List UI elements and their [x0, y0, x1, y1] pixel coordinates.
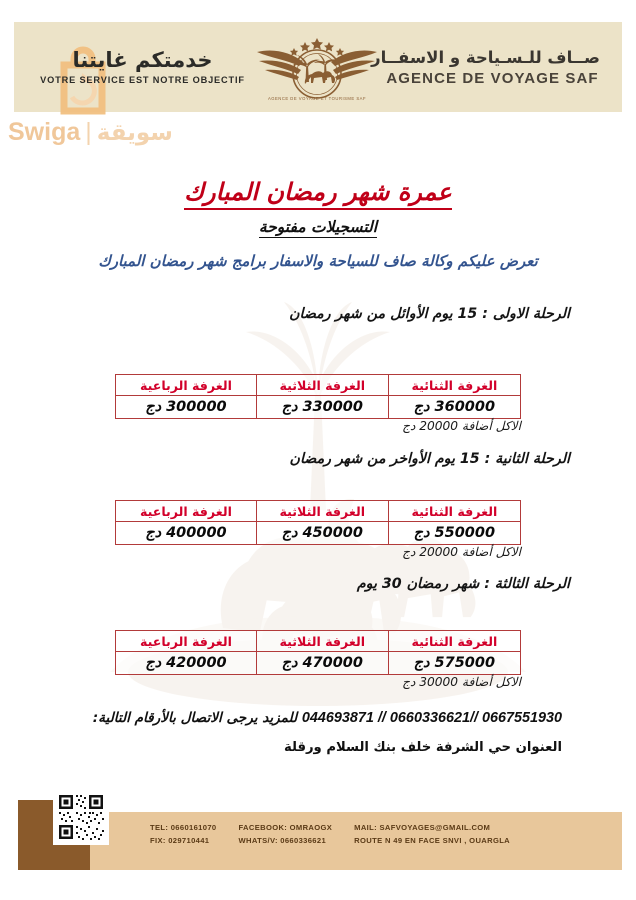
price-table-2: [115, 500, 521, 545]
footer-tel: TEL: 0660161070: [150, 823, 217, 832]
footer-col-address: [354, 822, 510, 847]
table-row: [116, 652, 521, 675]
swiga-arabic: سويقة: [96, 120, 173, 146]
contact-phones-line: [0, 710, 636, 726]
meal-note-2: الاكل أضافة 20000 دج: [402, 545, 521, 559]
footer-contact-columns: [150, 822, 510, 847]
room-header-quad: الغرفة الرباعية: [116, 375, 257, 396]
table-header-row: [116, 375, 521, 396]
room-header-double: الغرفة الثنائية: [388, 375, 520, 396]
footer-whatsapp[interactable]: WHATS/V: 0660336621: [238, 835, 327, 845]
page-title-text: عمرة شهر رمضان المبارك: [184, 178, 451, 210]
contact-address: العنوان حي الشرفة خلف بنك السلام ورقلة: [283, 740, 562, 755]
slogan-arabic: خدمتكم غايتنا: [72, 47, 213, 72]
swiga-separator: |: [85, 118, 92, 146]
price-triple: 450000 دج: [256, 522, 388, 545]
slogan-french: VOTRE SERVICE EST NOTRE OBJECTIF: [40, 75, 245, 86]
swiga-watermark: [8, 118, 173, 147]
room-header-quad: الغرفة الرباعية: [116, 631, 257, 652]
room-header-double: الغرفة الثنائية: [388, 501, 520, 522]
price-quad: 300000 دج: [116, 396, 257, 419]
table-row: [116, 522, 521, 545]
price-double: 360000 دج: [388, 396, 520, 419]
price-quad: 420000 دج: [116, 652, 257, 675]
trip-heading-2: الرحلة الثانية : 15 يوم الأواخر من شهر رمضان: [289, 451, 570, 467]
price-triple: 330000 دج: [256, 396, 388, 419]
footer-fix: FIX: 029710441: [150, 835, 210, 845]
table-row: [116, 396, 521, 419]
footer-facebook[interactable]: FACEBOOK: OMRAOGX: [238, 823, 333, 832]
footer-mail[interactable]: MAIL: SAFVOYAGES@GMAIL.COM: [354, 823, 491, 832]
swiga-latin: Swiga: [8, 118, 81, 146]
winged-emblem-icon: [249, 30, 385, 104]
room-header-double: الغرفة الثنائية: [388, 631, 520, 652]
price-double: 550000 دج: [388, 522, 520, 545]
footer-col-social: [238, 822, 332, 847]
room-header-triple: الغرفة الثلاثية: [256, 501, 388, 522]
page-subtitle-text: التسجيلات مفتوحة: [258, 218, 378, 236]
contact-phone-numbers: 044693871 // 0660336621// 0667551930: [301, 710, 562, 726]
agency-name-block: [371, 47, 600, 87]
trip-heading-1: الرحلة الاولى : 15 يوم الأوائل من شهر رمضان: [289, 306, 570, 322]
slogan-block: [36, 49, 249, 85]
room-header-quad: الغرفة الرباعية: [116, 501, 257, 522]
room-header-triple: الغرفة الثلاثية: [256, 631, 388, 652]
meal-note-3: الاكل أضافة 30000 دج: [402, 675, 521, 689]
intro-text: تعرض عليكم وكالة صاف للسياحة والاسفار برامج شهر رمضان المبارك: [98, 252, 538, 270]
agency-name-arabic: صــاف للـسـياحة و الاسفــار: [371, 47, 600, 67]
price-double: 575000 دج: [388, 652, 520, 675]
price-quad: 400000 دج: [116, 522, 257, 545]
page-title: [0, 178, 636, 206]
price-table-3: [115, 630, 521, 675]
room-header-triple: الغرفة الثلاثية: [256, 375, 388, 396]
meal-note-1: الاكل أضافة 20000 دج: [402, 419, 521, 433]
trip-heading-3: الرحلة الثالثة : شهر رمضان 30 يوم: [356, 576, 570, 592]
footer-col-phone: [150, 822, 216, 847]
qr-code-icon[interactable]: [53, 789, 109, 845]
svg-text:AGENCE DE VOYAGE ET TOURISME: AGENCE DE VOYAGE ET TOURISME SAF: [267, 96, 367, 101]
contact-phones-label: للمزيد يرجى الاتصال بالأرقام التالية:: [92, 710, 298, 726]
table-header-row: [116, 501, 521, 522]
header-band: [14, 22, 622, 112]
page-subtitle: [0, 218, 636, 236]
price-triple: 470000 دج: [256, 652, 388, 675]
price-table-1: [115, 374, 521, 419]
footer-route: ROUTE N 49 EN FACE SNVI , OUARGLA: [354, 835, 511, 845]
agency-name-french: AGENCE DE VOYAGE SAF: [386, 69, 599, 87]
table-header-row: [116, 631, 521, 652]
